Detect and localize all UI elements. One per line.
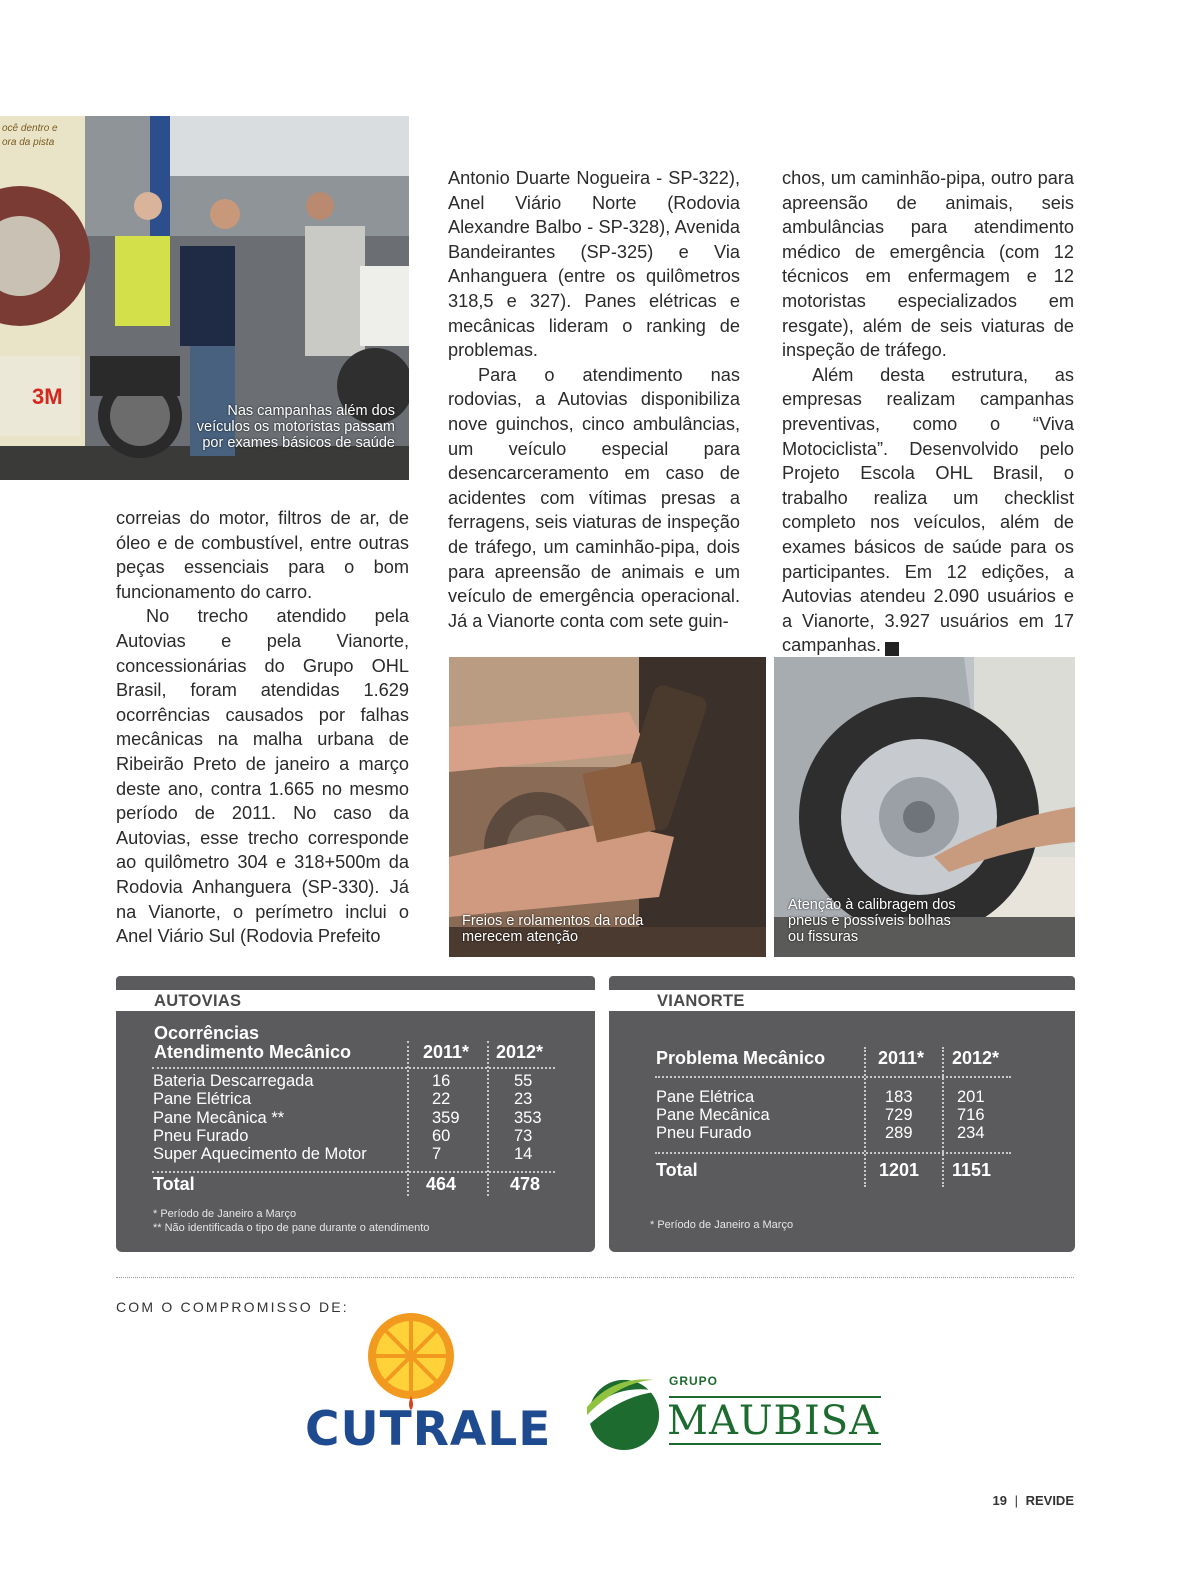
column-header-2012: 2012* xyxy=(952,1048,1000,1068)
photo-caption: Freios e rolamentos da roda merecem atenção xyxy=(462,913,644,945)
maubisa-wordmark: MAUBISA xyxy=(667,1398,880,1444)
table-header: Ocorrências xyxy=(154,1023,260,1043)
magazine-name: REVIDE xyxy=(1025,1493,1074,1508)
table-title: AUTOVIAS xyxy=(154,992,242,1010)
row-2012: 55 xyxy=(514,1072,533,1090)
photo-caption: Atenção à calibragem dos pneus e possíveis bolhas ou fissuras xyxy=(788,897,956,945)
row-2012: 23 xyxy=(514,1090,533,1108)
row-2011: 359 xyxy=(432,1109,460,1127)
total-2011: 1201 xyxy=(879,1160,920,1180)
row-2011: 22 xyxy=(432,1090,451,1108)
separator-line xyxy=(116,1277,1074,1278)
paragraph: chos, um caminhão-pipa, outro para apreensão de animais, seis ambulâncias para atendimento médico de emergência (com 12 técnicos em enfermagem e 12 motoristas especializados em resgate), além de seis viaturas de inspeção de tráfego. xyxy=(782,168,1074,361)
row-2012: 73 xyxy=(514,1127,533,1145)
table-title: VIANORTE xyxy=(657,992,745,1010)
page-footer xyxy=(992,1493,1074,1508)
sponsors-heading: COM O COMPROMISSO DE: xyxy=(116,1299,349,1315)
sign-text: ocê dentro e ora da pista xyxy=(2,123,58,148)
article-column-2 xyxy=(448,166,740,633)
column-header-2012: 2012* xyxy=(496,1042,544,1062)
row-2012: 234 xyxy=(957,1124,985,1142)
row-2011: 16 xyxy=(432,1072,451,1090)
row-name: Pane Mecânica xyxy=(656,1106,770,1124)
row-2011: 7 xyxy=(432,1145,442,1163)
photo-brakes-image xyxy=(449,657,766,957)
maubisa-logo xyxy=(585,1372,885,1454)
total-2012: 1151 xyxy=(952,1160,992,1180)
article-column-1 xyxy=(116,506,409,949)
column-header-2011: 2011* xyxy=(423,1042,470,1062)
row-name: Super Aquecimento de Motor xyxy=(153,1145,367,1163)
footnote: * Período de Janeiro a Março xyxy=(650,1219,794,1231)
total-label: Total xyxy=(153,1174,195,1194)
total-2011: 464 xyxy=(426,1174,457,1194)
end-mark-icon: r xyxy=(885,642,899,656)
cutrale-wordmark: CUTRALE xyxy=(305,1402,552,1457)
paragraph: Para o atendimento nas rodovias, a Autovias disponibiliza nove guinchos, cinco ambulâncias, um veículo especial para desencarceramento em caso de acidentes com vítimas presas a ferragens, seis viaturas de inspeção de tráfego, um caminhão-pipa, dois para apreensão de animais e um veículo de emergência operacional. Já a Vianorte conta com sete guin- xyxy=(448,364,740,631)
row-name: Pane Elétrica xyxy=(656,1088,755,1106)
row-2011: 60 xyxy=(432,1127,451,1145)
total-2012: 478 xyxy=(510,1174,541,1194)
row-name: Pneu Furado xyxy=(656,1124,752,1142)
table-header: Problema Mecânico xyxy=(656,1048,826,1068)
table-header: Atendimento Mecânico xyxy=(154,1042,352,1062)
row-name: Pneu Furado xyxy=(153,1127,249,1145)
leaf-icon xyxy=(585,1374,663,1452)
row-2012: 201 xyxy=(957,1088,985,1106)
paragraph: correias do motor, filtros de ar, de óleo e de combustível, entre outras peças essenciais para o bom funcionamento do carro. xyxy=(116,508,409,602)
brand-3m: 3M xyxy=(32,384,63,409)
paragraph: No trecho atendido pela Autovias e pela Vianorte, concessionárias do Grupo OHL Brasil, foram atendidas 1.629 ocorrências causados por falhas mecânicas na malha urbana de Ribeirão Preto de janeiro a março deste ano, contra 1.665 no mesmo período de 2011. No caso da Autovias, esse trecho corresponde ao quilômetro 304 e 318+500m da Rodovia Anhanguera (SP-330). Já na Vianorte, o perímetro inclui o Anel Viário Sul (Rodovia Prefeito xyxy=(116,606,409,947)
row-2012: 716 xyxy=(957,1106,985,1124)
photo-caption: Nas campanhas além dos veículos os motoristas passam por exames básicos de saúde xyxy=(196,403,395,451)
paragraph: Além desta estrutura, as empresas realizam campanhas preventivas, como o “Viva Motociclista”. Desenvolvido pelo Projeto Escola OHL Brasil, o trabalho realiza um checklist completo nos veículos, além de exames básicos de saúde para os participantes. Em 12 edições, a Autovias atendeu 2.090 usuários e a Vianorte, 3.927 usuários em 17 campanhas. xyxy=(782,364,1074,656)
page-number: 19 xyxy=(992,1493,1007,1508)
cutrale-logo xyxy=(305,1310,552,1460)
column-header-2011: 2011* xyxy=(878,1048,925,1068)
paragraph: Antonio Duarte Nogueira - SP-322), Anel Viário Norte (Rodovia Alexandre Balbo - SP-328), Avenida Bandeirantes (SP-325) e Via Anhanguera (entre os quilômetros 318,5 e 327). Panes elétricas e mecânicas lideram o ranking de problemas. xyxy=(448,168,740,361)
footnote: * Período de Janeiro a Março xyxy=(153,1208,297,1220)
maubisa-group-label: GRUPO xyxy=(669,1374,719,1388)
photo-tire xyxy=(774,657,1075,957)
footnote: ** Não identificada o tipo de pane durante o atendimento xyxy=(153,1222,430,1234)
photo-brakes xyxy=(449,657,766,957)
article-column-3 xyxy=(782,166,1074,658)
vianorte-table xyxy=(609,976,1075,1252)
row-2011: 289 xyxy=(885,1124,913,1142)
row-2012: 14 xyxy=(514,1145,533,1163)
row-name: Pane Elétrica xyxy=(153,1090,252,1108)
photo-campaign xyxy=(0,116,409,480)
row-name: Bateria Descarregada xyxy=(153,1072,314,1090)
row-2011: 729 xyxy=(885,1106,913,1124)
row-2011: 183 xyxy=(885,1088,913,1106)
total-label: Total xyxy=(656,1160,698,1180)
row-2012: 353 xyxy=(514,1109,542,1127)
footer-separator: | xyxy=(1014,1493,1018,1508)
autovias-table xyxy=(116,976,595,1252)
row-name: Pane Mecânica ** xyxy=(153,1109,285,1127)
